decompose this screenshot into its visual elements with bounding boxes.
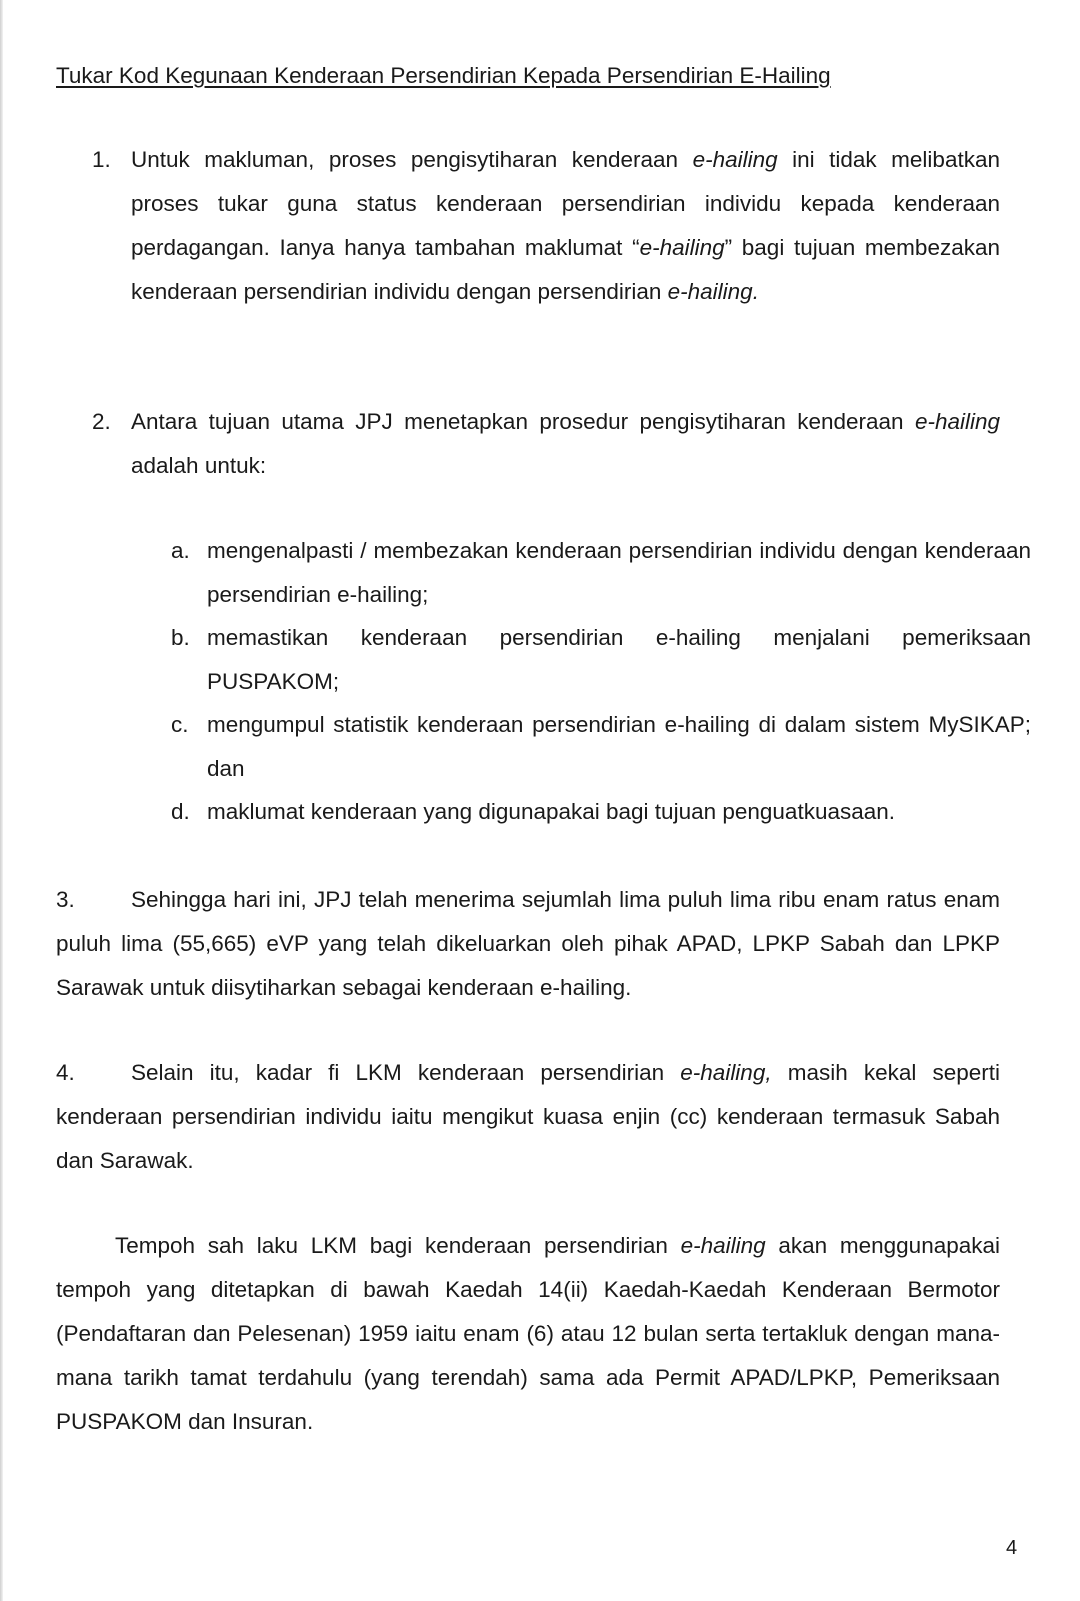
text-segment-italic: e-hailing: [680, 1233, 766, 1258]
text-segment-italic: e-hailing: [914, 409, 1000, 434]
document-title: Tukar Kod Kegunaan Kenderaan Persendirian Kepada Persendirian E-Hailing: [56, 63, 831, 88]
list-letter: b.: [171, 625, 190, 650]
text-segment: adalah untuk:: [131, 453, 267, 478]
text-segment: Tempoh sah laku LKM bagi kenderaan persendirian: [115, 1233, 681, 1258]
paragraph-item-3: [56, 878, 1000, 1010]
text-segment-italic: e-hailing: [639, 235, 725, 260]
list-item-text: memastikan kenderaan persendirian e-hailing menjalani pemeriksaan PUSPAKOM;: [207, 625, 1031, 694]
list-item-text: mengenalpasti / membezakan kenderaan persendirian individu dengan kenderaan persendirian e-hailing;: [207, 538, 1031, 607]
paragraph-item-2: [131, 400, 1000, 488]
text-segment: Antara tujuan utama JPJ menetapkan prosedur pengisytiharan kenderaan: [131, 409, 915, 434]
item-number: 1.: [92, 147, 111, 172]
list-item-text: maklumat kenderaan yang digunapakai bagi tujuan penguatkuasaan.: [207, 799, 896, 824]
item-number: 4.: [56, 1060, 75, 1085]
text-segment: ini tidak melibatkan proses tukar guna status kenderaan persendirian individu kepada kenderaan perdagangan. Ianya hanya tambahan maklumat “: [131, 147, 1000, 260]
item-number: 2.: [92, 409, 111, 434]
text-segment: Selain itu, kadar fi LKM kenderaan persendirian: [131, 1060, 681, 1085]
text-segment-italic: e-hailing.: [667, 279, 759, 304]
page-number: 4: [1006, 1537, 1018, 1559]
text-segment: akan menggunapakai tempoh yang ditetapkan di bawah Kaedah 14(ii) Kaedah-Kaedah Kenderaan Bermotor (Pendaftaran dan Pelesenan) 1959 iaitu enam (6) atau 12 bulan serta tertakluk dengan mana-mana tarikh tamat terdahulu (yang terendah) sama ada Permit APAD/LPKP, Pemeriksaan PUSPAKOM dan Insuran.: [56, 1233, 1001, 1434]
list-letter: d.: [171, 799, 190, 824]
text-segment-italic: e-hailing,: [680, 1060, 772, 1085]
text-segment: Sehingga hari ini, JPJ telah menerima sejumlah lima puluh lima ribu enam ratus enam puluh lima (55,665) eVP yang telah dikeluarkan oleh pihak APAD, LPKP Sabah dan LPKP Sarawak untuk diisytiharkan sebagai kenderaan e-hailing.: [56, 887, 1000, 1000]
paragraph-item-1: [131, 138, 1000, 314]
closing-paragraph: [56, 1224, 1000, 1444]
text-segment: Untuk makluman, proses pengisytiharan kenderaan: [131, 147, 693, 172]
text-segment-italic: e-hailing: [692, 147, 778, 172]
item-number: 3.: [56, 887, 75, 912]
list-item-text: mengumpul statistik kenderaan persendirian e-hailing di dalam sistem MySIKAP; dan: [207, 712, 1031, 781]
page-edge-shadow: [0, 0, 3, 1601]
paragraph-item-4: [56, 1051, 1000, 1183]
list-letter: c.: [171, 712, 189, 737]
text-segment: masih kekal seperti kenderaan persendirian individu iaitu mengikut kuasa enjin (cc) kenderaan termasuk Sabah dan Sarawak.: [56, 1060, 1000, 1173]
list-letter: a.: [171, 538, 190, 563]
text-segment: ” bagi tujuan membezakan kenderaan persendirian individu dengan persendirian: [131, 235, 1000, 304]
